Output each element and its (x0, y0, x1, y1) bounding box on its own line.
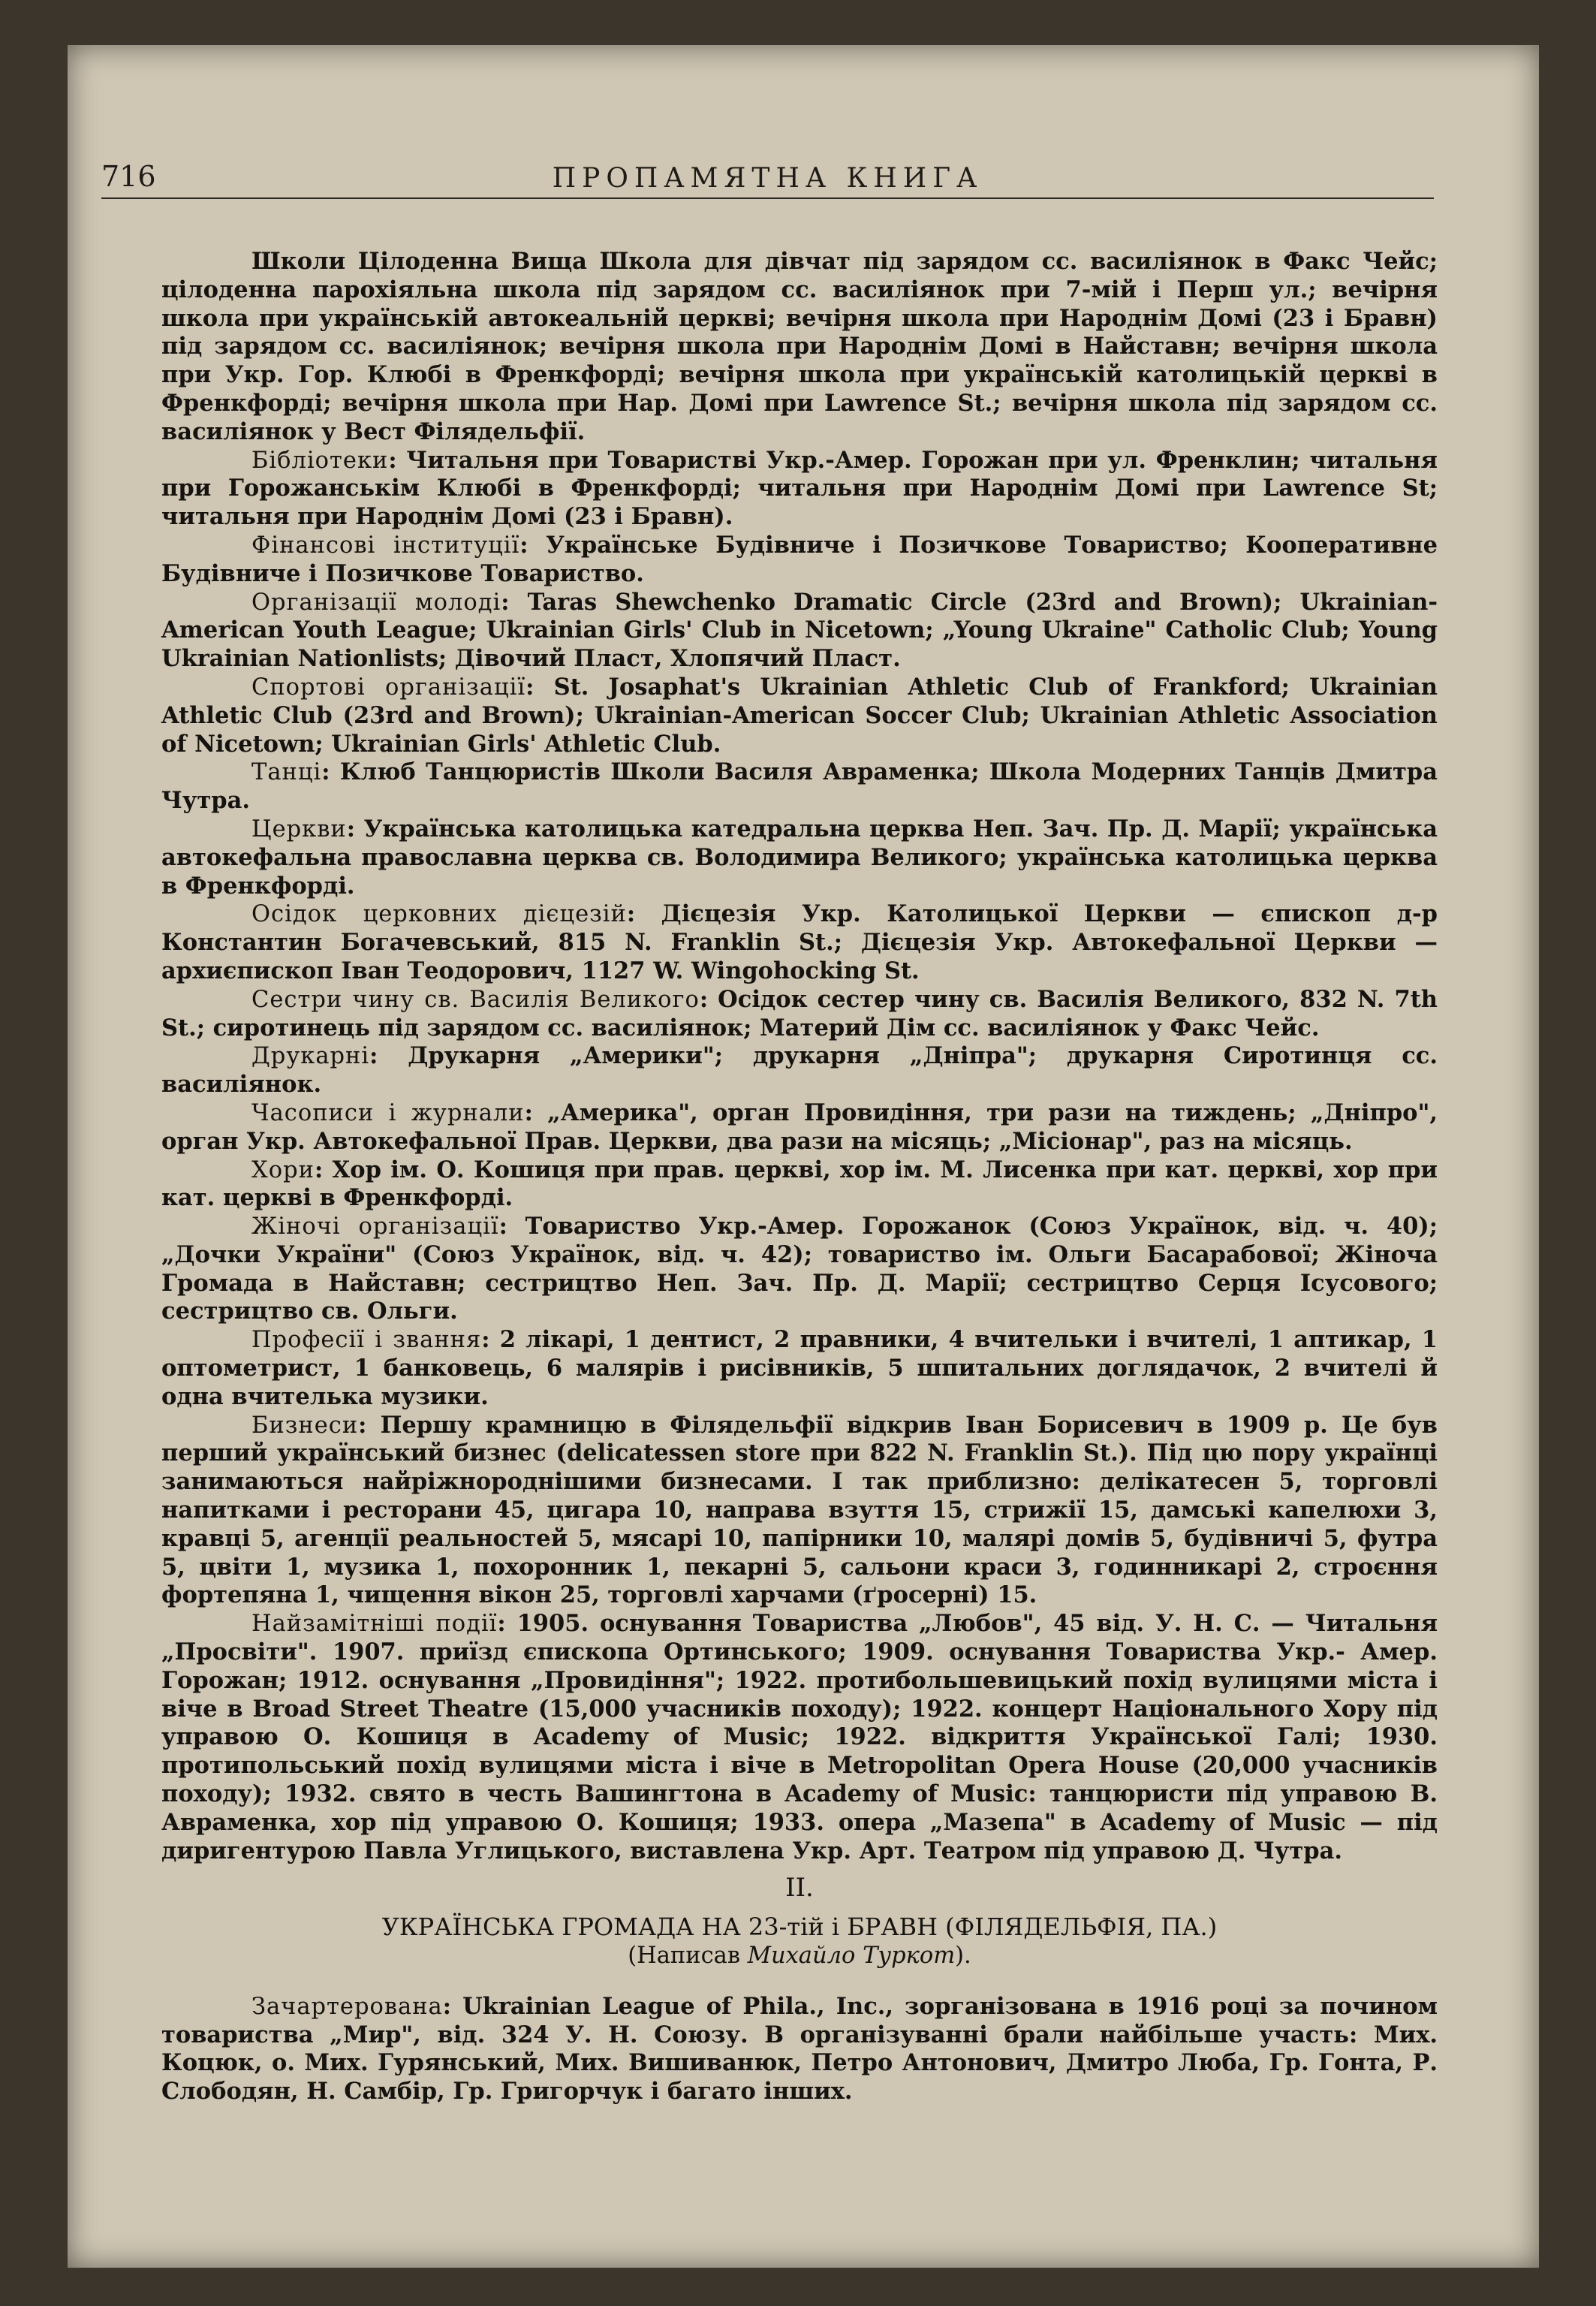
paragraph-schools: Школи Цілоденна Вища Школа для дівчат під зарядом сс. василіянок в Факс Чейс; цілоденна парохіяльна школа під зарядом сс. василіянок при 7-мій і Перш ул.; вечірня школа при українській автокеальній церкві; вечірня школа при Народнім Домі (23 і Бравн) під зарядом сс. василіянок; вечірня школа при Народнім Домі в Найставн; вечірня школа при Укр. Гор. Клюбі в Френкфорді; вечірня школа при українській католицькій церкві в Френкфорді; вечірня школа при Нар. Домі при Lawrence St.; вечірня школа під зарядом сс. василіянок у Вест Філядельфії. (161, 248, 1438, 445)
paragraph-events: Найзамітніші події: 1905. оснування Товариства „Любов", 45 від. У. Н. С. — Читальня „Просвіти". 1907. приїзд єпископа Ортинського; 1909. оснування Товариства Укр.- Амер. Горожан; 1912. оснування „Провидіння"; 1922. протибольшевицький похід вулицями міста і віче в Broad Street Theatre (15,000 учасників походу); 1922. концерт Національного Хору під управою О. Кошиця в Academy of Music; 1922. відкриття Української Галі; 1930. протипольський похід вулицями міста і віче в Metropolitan Opera House (20,000 учасників походу); 1932. свято в честь Вашингтона в Academy of Music: танцюристи під управою В. Авраменка, хор під управою О. Кошиця; 1933. опера „Мазепа" в Academy of Music — під диригентурою Павла Углицького, виставлена Укр. Арт. Театром під управою Д. Чутра. (161, 1610, 1438, 1864)
paragraph-dance: Танці: Клюб Танцюристів Школи Василя Авраменка; Школа Модерних Танців Дмитра Чутра. (161, 758, 1438, 815)
page-number: 716 (101, 160, 156, 193)
paragraph-womens-organizations: Жіночі організації: Товариство Укр.-Амер. Горожанок (Союз Українок, від. ч. 40); „Дочки України" (Союз Українок, від. ч. 42); товариство ім. Ольги Басарабової; Жіноча Громада в Найставн; сестрицтво Неп. Зач. Пр. Д. Марії; сестрицтво Серця Ісусового; сестрицтво св. Ольги. (161, 1213, 1438, 1325)
paragraph-libraries: Бібліотеки: Читальня при Товаристві Укр.-Амер. Горожан при ул. Френклин; читальня при Горожанськім Клюбі в Френкфорді; читальня при Народнім Домі при Lawrence St; читальня при Народнім Домі (23 і Бравн). (161, 446, 1438, 531)
page-body (161, 248, 1438, 2106)
running-title: ПРОПАМЯТНА КНИГА (552, 163, 983, 194)
section-title: УКРАЇНСЬКА ГРОМАДА НА 23-тій і БРАВН (ФІЛЯДЕЛЬФІЯ, ПА.) (381, 1913, 1218, 1942)
section-byline: (Написав Михайло Туркот). (628, 1943, 971, 1970)
paragraph-sports-organizations: Спортові організації: St. Josaphat's Ukrainian Athletic Club of Frankford; Ukrainian Athletic Club (23rd and Brown); Ukrainian-American Soccer Club; Ukrainian Athletic Association of Nicetown; Ukrainian Girls' Athletic Club. (161, 673, 1438, 758)
paragraph-churches: Церкви: Українська католицька катедральна церква Неп. Зач. Пр. Д. Марії; українська автокефальна православна церква св. Володимира Великого; українська католицька церква в Френкфорді. (161, 815, 1438, 900)
paragraph-sisters: Сестри чину св. Василія Великого: Осідок сестер чину св. Василія Великого, 832 N. 7th St.; сиротинець під зарядом сс. василіянок; Материй Дім сс. василіянок у Факс Чейс. (161, 985, 1438, 1041)
section-number: II. (785, 1873, 814, 1904)
paragraph-professions: Професії і звання: 2 лікарі, 1 дентист, 2 правники, 4 вчительки і вчителі, 1 аптикар, 1 оптометрист, 1 банковець, 6 малярів і рисівників, 5 шпитальних доглядачок, 2 вчителі й одна вчителька музики. (161, 1326, 1438, 1410)
paragraph-printing: Друкарні: Друкарня „Америки"; друкарня „Дніпра"; друкарня Сиротинця сс. василіянок. (161, 1042, 1438, 1099)
paragraph-choirs: Хори: Хор ім. О. Кошиця при прав. церкві, хор ім. М. Лисенка при кат. церкві, хор при кат. церкві в Френкфорді. (161, 1156, 1438, 1212)
paragraph-chartered: Зачартерована: Ukrainian League of Phila., Inc., зорганізована в 1916 році за почином товариства „Мир", від. 324 У. Н. Союзу. В організуванні брали найбільше участь: Мих. Коцюк, о. Мих. Гурянський, Мих. Вишиванюк, Петро Антонович, Дмитро Люба, Гр. Гонта, Р. Слободян, Н. Самбір, Гр. Григорчук і багато інших. (161, 1992, 1438, 2106)
running-header (101, 154, 1434, 199)
paragraph-businesses: Бизнеси: Першу крамницю в Філядельфії відкрив Іван Борисевич в 1909 р. Це був перший український бизнес (delicatessen store при 822 N. Franklin St.). Під цю пору українці занимаються найріжнороднішими бизнесами. І так приблизно: делікатесен 5, торговлі напитками і ресторани 45, цигара 10, направа взуття 15, стрижії 15, дамські капелюхи 3, кравці 5, агенції реальностей 5, мясарі 10, папірники 10, малярі домів 5, будівничі 5, футра 5, цвіти 1, музика 1, похоронник 1, пекарні 5, сальони краси 3, годинникарі 2, строєння фортепяна 1, чищення вікон 25, торговлі харчами (ґросерні) 15. (161, 1411, 1438, 1609)
paragraph-finance: Фінансові інституції: Українське Будівниче і Позичкове Товариство; Кооперативне Будівниче і Позичкове Товариство. (161, 531, 1438, 587)
byline-author: Михайло Туркот (747, 1943, 956, 1970)
paragraph-press: Часописи і журнали: „Америка", орган Провидіння, три рази на тиждень; „Дніпро", орган Укр. Автокефальної Прав. Церкви, два рази на місяць; „Місіонар", раз на місяць. (161, 1099, 1438, 1155)
paragraph-dioceses: Осідок церковних дієцезій: Дієцезія Укр. Католицької Церкви — єпископ д-р Константин Богачевський, 815 N. Franklin St.; Дієцезія Укр. Автокефальної Церкви — архиєпископ Іван Теодорович, 1127 W. Wingohocking St. (161, 900, 1438, 984)
paragraph-youth-organizations: Органiзації молоді: Taras Shewchenko Dramatic Circle (23rd and Brown); Ukrainian-American Youth League; Ukrainian Girls' Club in Nicetown; „Young Ukraine" Catholic Club; Young Ukrainian Nationlists; Дівочий Пласт, Хлопячий Пласт. (161, 588, 1438, 673)
